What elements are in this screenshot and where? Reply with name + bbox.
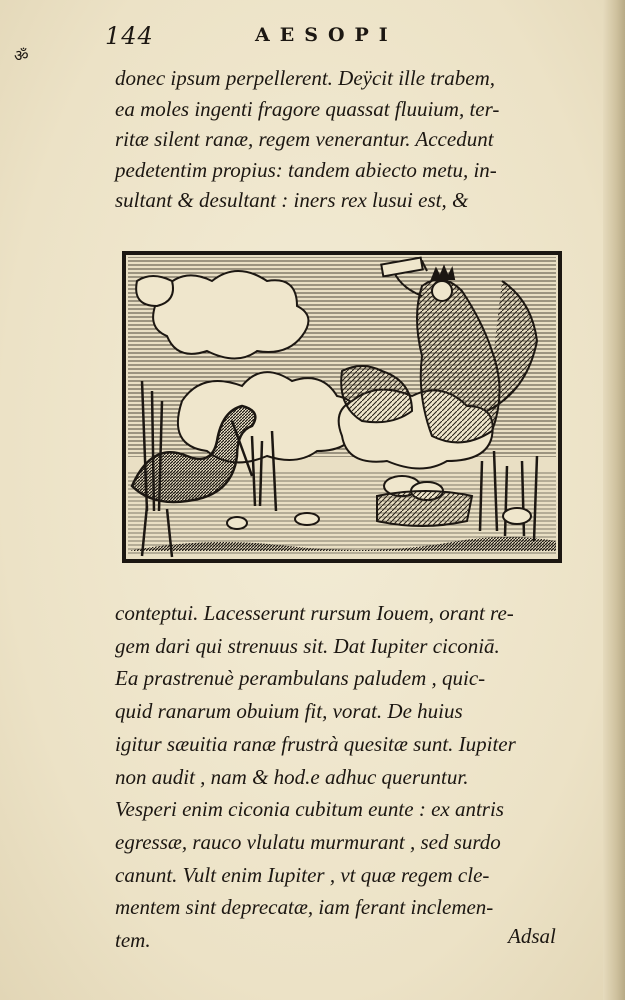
- catchword: Adsal: [508, 924, 556, 948]
- text-line: tem.: [115, 928, 151, 953]
- text-line: Ea prastrenuè perambulans paludem , quic-: [115, 666, 486, 691]
- text-line: egressæ, rauco vlulatu murmurant , sed surdo: [115, 829, 501, 854]
- text-line: ritæ silent ranæ, regem venerantur. Accedunt: [115, 127, 494, 151]
- running-head: AESOPI: [255, 24, 398, 46]
- text-line: canunt. Vult enim Iupiter , vt quæ regem cle-: [115, 862, 490, 887]
- text-line: pedetentim propius: tandem abiecto metu, in-: [115, 157, 497, 182]
- text-line: non audit , nam & hod.e adhuc queruntur.: [115, 764, 469, 789]
- text-line: donec ipsum perpellerent. Deÿcit ille trabem,: [115, 66, 496, 90]
- margin-ornament-icon: ॐ: [14, 46, 29, 65]
- text-line: sultant & desultant : iners rex lusui est, &: [115, 188, 469, 212]
- text-line: Vesperi enim ciconia cubitum eunte : ex antris: [115, 797, 504, 822]
- page-gutter-shadow: [603, 0, 625, 1000]
- text-line: ea moles ingenti fragore quassat fluuium, ter-: [115, 96, 500, 121]
- page-number: 144: [105, 22, 154, 50]
- text-line: conteptui. Lacesserunt rursum Iouem, orant re-: [115, 601, 514, 625]
- text-line: mentem sint deprecatæ, iam ferant inclemen-: [115, 895, 494, 920]
- woodcut-illustration: [122, 251, 562, 563]
- floating-log: [377, 491, 472, 526]
- text-line: quid ranarum obuium fit, vorat. De huius: [115, 699, 463, 724]
- text-block-top: [115, 63, 575, 216]
- page-header: [105, 22, 575, 52]
- text-line: gem dari qui strenuus sit. Dat Iupiter ciconiā.: [115, 633, 500, 658]
- text-line: igitur sæuitia ranæ frustrà quesitæ sunt. Iupiter: [115, 731, 516, 756]
- text-block-bottom: [115, 597, 575, 957]
